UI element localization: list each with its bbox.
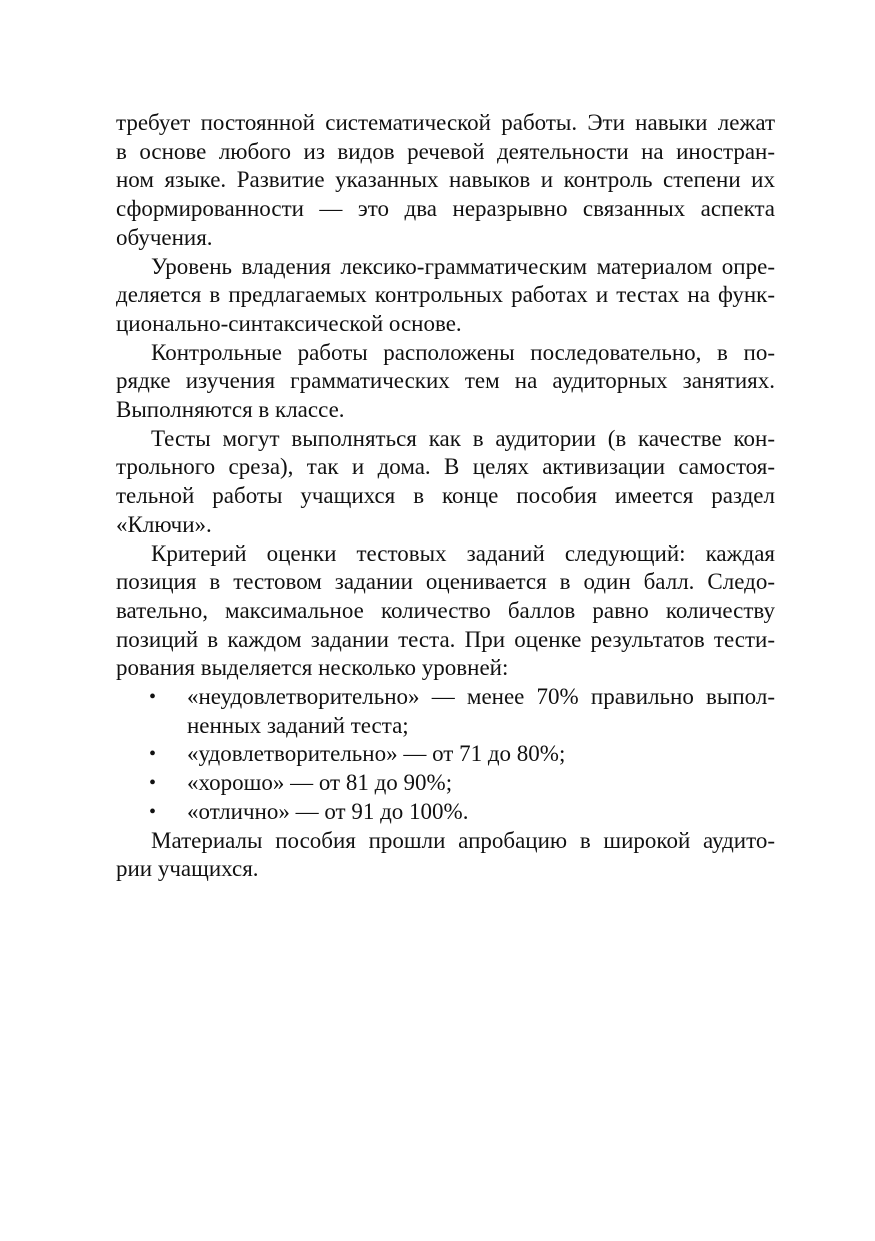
text-line: ционально-синтаксической основе. bbox=[116, 310, 462, 336]
text-line: Критерий оценки тестовых заданий следующий: каждая bbox=[151, 540, 775, 566]
text-line: «хорошо» — от 81 до 90%; bbox=[187, 770, 453, 796]
list-item bbox=[116, 798, 775, 827]
text-line: в основе любого из видов речевой деятельности на иностран- bbox=[116, 138, 775, 164]
bullet-icon: • bbox=[149, 772, 157, 795]
text-line: требует постоянной систематической работы. Эти навыки лежат bbox=[116, 110, 775, 135]
text-line: трольного среза), так и дома. В целях активизации самостоя- bbox=[116, 454, 775, 480]
text-line: «удовлетворительно» — от 71 до 80%; bbox=[187, 741, 566, 767]
text-line: ном языке. Развитие указанных навыков и контроль степени их bbox=[116, 167, 775, 193]
paragraph-4 bbox=[116, 425, 775, 540]
text-line: ненных заданий теста; bbox=[187, 712, 409, 738]
text-line: Уровень владения лексико-грамматическим материалом опре- bbox=[151, 253, 775, 279]
paragraph-5 bbox=[116, 540, 775, 684]
paragraph-3 bbox=[116, 339, 775, 425]
text-line: рования выделяется несколько уровней: bbox=[116, 655, 509, 681]
text-line: «неудовлетворительно» — менее 70% правильно выпол- bbox=[187, 684, 775, 710]
text-line: «отлично» — от 91 до 100%. bbox=[187, 798, 469, 824]
text-line: «Ключи». bbox=[116, 511, 212, 537]
text-line: сформированности — это два неразрывно связанных аспекта bbox=[116, 196, 775, 222]
list-item bbox=[116, 683, 775, 740]
closing-paragraph bbox=[116, 827, 775, 884]
bullet-icon: • bbox=[149, 743, 157, 766]
bullet-icon: • bbox=[149, 686, 157, 709]
bullet-icon: • bbox=[149, 800, 157, 823]
grading-levels-list bbox=[116, 683, 775, 827]
text-line: позиция в тестовом задании оценивается в один балл. Следо- bbox=[116, 569, 775, 595]
text-line: вательно, максимальное количество баллов равно количеству bbox=[116, 597, 775, 623]
text-line: Контрольные работы расположены последовательно, в по- bbox=[151, 339, 775, 365]
text-line: Материалы пособия прошли апробацию в широкой аудито- bbox=[151, 827, 775, 853]
text-line: рядке изучения грамматических тем на аудиторных занятиях. bbox=[116, 368, 775, 394]
paragraph-1 bbox=[116, 109, 775, 253]
list-item bbox=[116, 769, 775, 798]
document-page bbox=[116, 109, 775, 884]
paragraph-2 bbox=[116, 253, 775, 339]
text-line: обучения. bbox=[116, 224, 213, 250]
text-line: рии учащихся. bbox=[116, 856, 259, 882]
text-line: позиций в каждом задании теста. При оценке результатов тести- bbox=[116, 626, 775, 652]
text-line: тельной работы учащихся в конце пособия имеется раздел bbox=[116, 483, 775, 509]
text-line: Тесты могут выполняться как в аудитории (в качестве кон- bbox=[151, 425, 775, 451]
text-line: деляется в предлагаемых контрольных работах и тестах на функ- bbox=[116, 282, 775, 308]
list-item bbox=[116, 740, 775, 769]
text-line: Выполняются в классе. bbox=[116, 397, 345, 423]
